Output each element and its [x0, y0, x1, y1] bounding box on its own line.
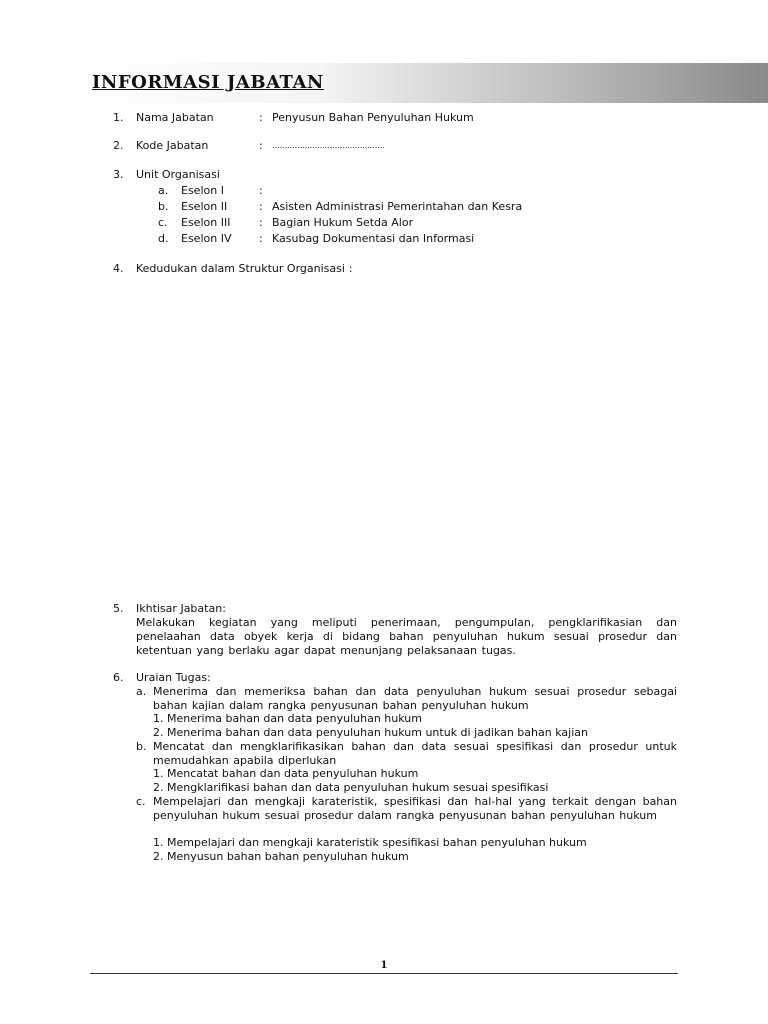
kedudukan-label-wrap	[136, 262, 353, 276]
task-step: 1. Mempelajari dan mengkaji karateristik spesifikasi bahan penyuluhan hukum	[153, 836, 587, 849]
ikhtisar-text: Melakukan kegiatan yang meliputi penerimaan, pengumpulan, pengklarifikasian dan penelaahan data obyek kerja di bidang bahan penyuluhan hukum sesuai prosedur dan ketentuan yang berlaku agar dapat menunjang pelaksanaan tugas.	[136, 616, 677, 657]
field-colon: :	[207, 671, 211, 684]
field-value: ………………………………………	[272, 141, 385, 150]
eselon-label: Eselon I	[181, 184, 224, 197]
item-number: 5.	[113, 602, 124, 615]
field-colon: :	[259, 111, 263, 124]
field-colon: :	[348, 262, 353, 275]
task-letter: b.	[136, 740, 147, 753]
eselon-letter: a.	[158, 184, 169, 197]
eselon-value: Bagian Hukum Setda Alor	[272, 216, 414, 229]
field-label: Kedudukan dalam Struktur Organisasi	[136, 262, 345, 275]
task-text: Mencatat dan mengklarifikasikan bahan dan data sesuai spesifikasi dan prosedur untuk memudahkan apabila diperlukan	[153, 740, 677, 767]
eselon-value: Kasubag Dokumentasi dan Informasi	[272, 232, 475, 245]
eselon-label: Eselon IV	[181, 232, 232, 245]
field-label: Nama Jabatan	[136, 111, 214, 124]
item-number: 4.	[113, 262, 124, 275]
field-label: Kode Jabatan	[136, 139, 209, 152]
footer-divider	[90, 973, 678, 974]
field-colon: :	[222, 602, 226, 615]
eselon-label: Eselon II	[181, 200, 228, 213]
field-label: Ikhtisar Jabatan	[136, 602, 223, 615]
field-colon: :	[259, 139, 263, 152]
task-step: 2. Mengklarifikasi bahan dan data penyuluhan hukum sesuai spesifikasi	[153, 781, 549, 794]
eselon-value: Asisten Administrasi Pemerintahan dan Kesra	[272, 200, 523, 213]
task-letter: a.	[136, 685, 147, 698]
item-number: 6.	[113, 671, 124, 684]
eselon-label: Eselon III	[181, 216, 231, 229]
task-step: 2. Menyusun bahan bahan penyuluhan hukum	[153, 850, 409, 863]
task-step: 1. Menerima bahan dan data penyuluhan hukum	[153, 712, 422, 725]
document-title: INFORMASI JABATAN	[92, 72, 324, 93]
ikhtisar-label-wrap	[136, 602, 226, 616]
field-colon: :	[259, 184, 263, 197]
item-number: 1.	[113, 111, 124, 124]
eselon-letter: c.	[158, 216, 168, 229]
uraian-label-wrap	[136, 671, 211, 685]
eselon-letter: b.	[158, 200, 169, 213]
item-number: 3.	[113, 168, 124, 181]
field-colon: :	[259, 216, 263, 229]
eselon-letter: d.	[158, 232, 169, 245]
task-text: Mempelajari dan mengkaji karateristik, spesifikasi dan hal-hal yang terkait dengan bahan penyuluhan hukum sesuai prosedur dalam rangka penyusunan bahan penyuluhan hukum	[153, 795, 677, 822]
page-number: 1	[380, 960, 388, 971]
task-letter: c.	[136, 795, 146, 808]
item-number: 2.	[113, 139, 124, 152]
field-label: Unit Organisasi	[136, 168, 220, 181]
field-colon: :	[259, 232, 263, 245]
field-colon: :	[259, 200, 263, 213]
task-step: 2. Menerima bahan dan data penyuluhan hukum untuk di jadikan bahan kajian	[153, 726, 588, 739]
field-value: Penyusun Bahan Penyuluhan Hukum	[272, 111, 474, 124]
task-step: 1. Mencatat bahan dan data penyuluhan hukum	[153, 767, 419, 780]
field-label: Uraian Tugas	[136, 671, 208, 684]
task-text: Menerima dan memeriksa bahan dan data penyuluhan hukum sesuai prosedur sebagai bahan kajian dalam rangka penyusunan bahan penyuluhan hukum	[153, 685, 677, 712]
